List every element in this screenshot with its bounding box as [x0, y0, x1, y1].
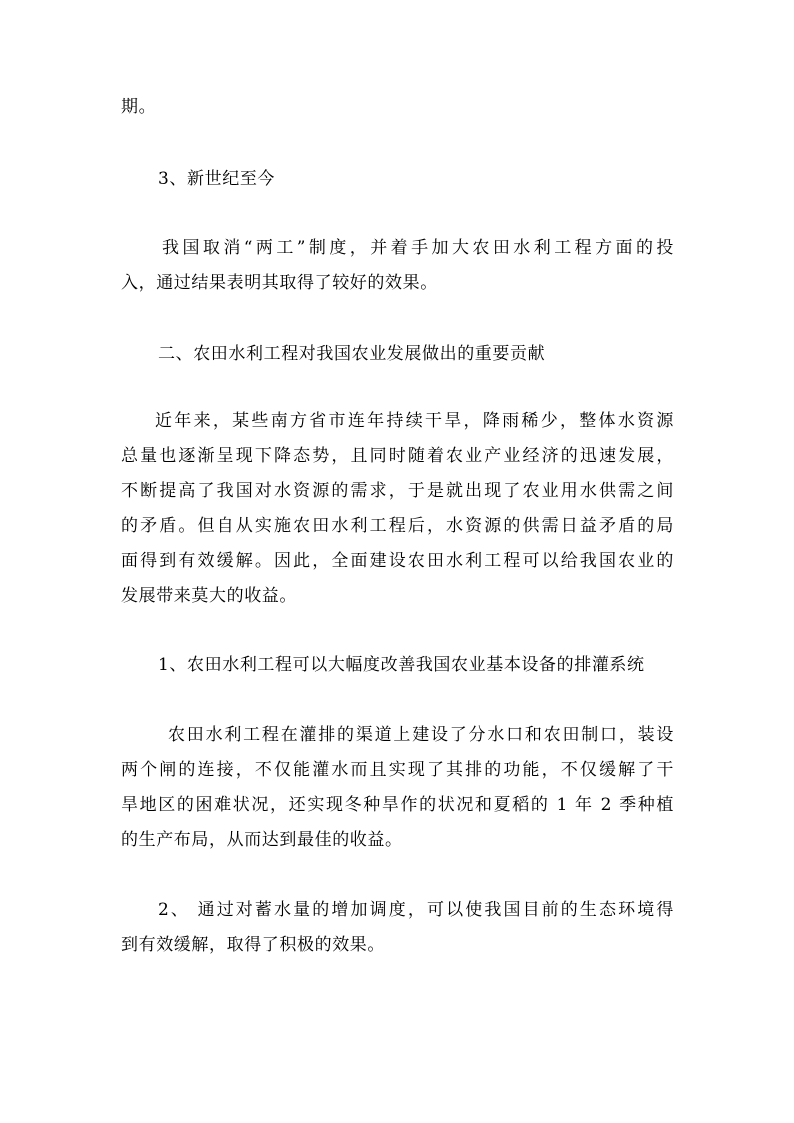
section-heading-3: 3、新世纪至今	[158, 169, 276, 189]
paragraph-line: 不断提高了我国对水资源的需求，于是就出现了农业用水供需之间	[121, 481, 674, 501]
paragraph-line: 两个闸的连接，不仅能灌水而且实现了其排的功能，不仅缓解了干	[121, 760, 674, 780]
paragraph-line: 近年来，某些南方省市连年持续干旱，降雨稀少，整体水资源	[155, 411, 674, 431]
paragraph-end-line: 期。	[121, 97, 157, 117]
paragraph-line: 的生产布局，从而达到最佳的收益。	[121, 830, 403, 850]
section-heading-2: 二、农田水利工程对我国农业发展做出的重要贡献	[158, 344, 546, 364]
paragraph-line: 发展带来莫大的收益。	[121, 586, 297, 606]
paragraph-line: 总量也逐渐呈现下降态势，且同时随着农业产业经济的迅速发展，	[121, 446, 674, 466]
paragraph-line: 入，通过结果表明其取得了较好的效果。	[121, 273, 438, 293]
subsection-heading-2: 2、 通过对蓄水量的增加调度，可以使我国目前的生态环境得	[158, 900, 674, 920]
paragraph-line: 旱地区的困难状况，还实现冬种旱作的状况和夏稻的 1 年 2 季种植	[121, 795, 674, 815]
subsection-heading-1: 1、农田水利工程可以大幅度改善我国农业基本设备的排灌系统	[158, 655, 645, 675]
paragraph-line: 农田水利工程在灌排的渠道上建设了分水口和农田制口，装设	[168, 725, 674, 745]
paragraph-line: 的矛盾。但自从实施农田水利工程后，水资源的供需日益矛盾的局	[121, 516, 674, 536]
paragraph-line: 我国取消“两工”制度，并着手加大农田水利工程方面的投	[162, 238, 674, 258]
paragraph-line: 面得到有效缓解。因此，全面建设农田水利工程可以给我国农业的	[121, 551, 674, 571]
paragraph-line: 到有效缓解，取得了积极的效果。	[121, 935, 385, 955]
